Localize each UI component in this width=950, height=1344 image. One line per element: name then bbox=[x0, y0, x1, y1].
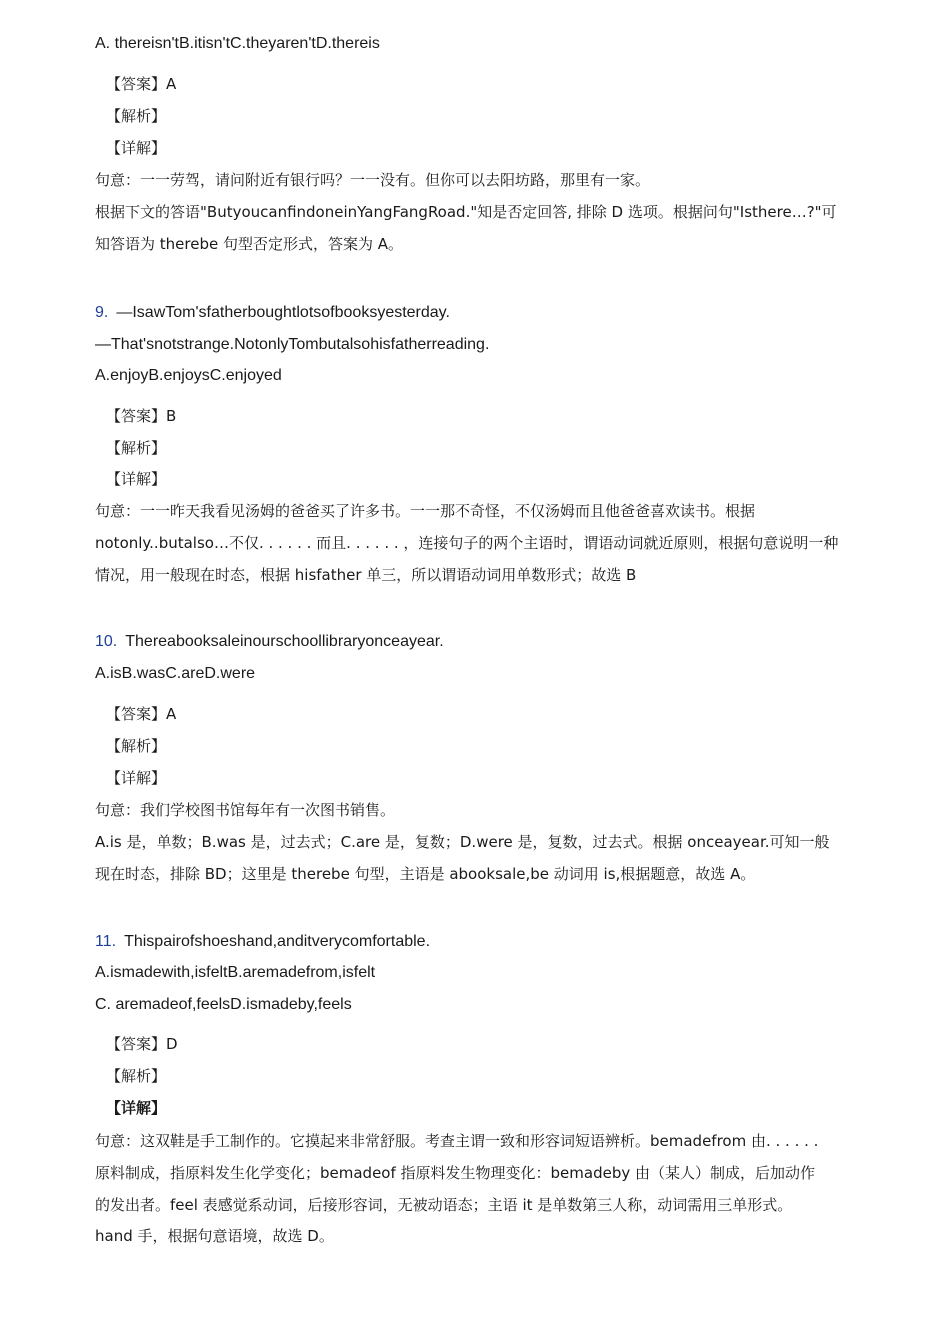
q9-explanation-line: 情况，用一般现在时态，根据 hisfather 单三，所以谓语动词用单数形式；故选 B bbox=[95, 566, 637, 584]
q10-stem-text: Thereabooksaleinourschoollibraryonceayear. bbox=[125, 633, 444, 650]
q9-options: A.enjoyB.enjoysC.enjoyed bbox=[95, 367, 282, 384]
q11-explanation-line: 的发出者。feel 表感觉系动词，后接形容词，无被动语态；主语 it 是单数第三人称，动词需用三单形式。 bbox=[95, 1196, 793, 1214]
q11-explanation-line: 句意：这双鞋是手工制作的。它摸起来非常舒服。考查主谓一致和形容词短语辨析。bemadefrom 由. . . . . . bbox=[95, 1132, 819, 1150]
q11-stem bbox=[95, 932, 430, 952]
q11-answer: 【答案】D bbox=[106, 1035, 178, 1053]
q9-stem-line2: —That'snotstrange.NotonlyTombutalsohisfatherreading. bbox=[95, 336, 490, 353]
q9-detail-label: 【详解】 bbox=[106, 470, 167, 488]
q9-stem-text: —IsawTom'sfatherboughtlotsofbooksyesterday. bbox=[116, 304, 450, 321]
q8-options: A. thereisn'tB.itisn'tC.theyaren'tD.thereis bbox=[95, 35, 380, 52]
q11-options-line2: C. aremadeof,feelsD.ismadeby,feels bbox=[95, 996, 352, 1013]
q11-options: A.ismadewith,isfeltB.aremadefrom,isfelt bbox=[95, 964, 376, 981]
q9-explanation-line: notonly..butalso…不仅. . . . . . 而且. . . . . . ，连接句子的两个主语时，谓语动词就近原则，根据句意说明一种 bbox=[95, 534, 839, 552]
q11-explanation-line: 原料制成，指原料发生化学变化；bemadeof 指原料发生物理变化：bemadeby 由（某人）制成，后加动作 bbox=[95, 1164, 816, 1182]
q11-explanation-line: hand 手，根据句意语境，故选 D。 bbox=[95, 1227, 334, 1245]
q10-detail-label: 【详解】 bbox=[106, 769, 167, 787]
q8-analysis-label: 【解析】 bbox=[106, 107, 167, 125]
q8-explanation-line: 句意：一一劳驾，请问附近有银行吗？一一没有。但你可以去阳坊路，那里有一家。 bbox=[95, 171, 651, 189]
q9-number: 9. bbox=[95, 304, 109, 321]
q10-explanation-line: 现在时态，排除 BD；这里是 therebe 句型，主语是 abooksale,be 动词用 is,根据题意，故选 A。 bbox=[95, 865, 756, 883]
q10-number: 10. bbox=[95, 633, 118, 650]
q10-stem bbox=[95, 632, 444, 652]
q11-detail-label: 【详解】 bbox=[106, 1099, 167, 1117]
q11-stem-text: Thispairofshoeshand,anditverycomfortable. bbox=[124, 933, 431, 950]
q10-options: A.isB.wasC.areD.were bbox=[95, 665, 256, 682]
q10-analysis-label: 【解析】 bbox=[106, 737, 167, 755]
q9-explanation-line: 句意：一一昨天我看见汤姆的爸爸买了许多书。一一那不奇怪，不仅汤姆而且他爸爸喜欢读书。根据 bbox=[95, 502, 756, 520]
q11-analysis-label: 【解析】 bbox=[106, 1067, 167, 1085]
q8-answer: 【答案】A bbox=[106, 75, 177, 93]
q10-explanation-line: 句意：我们学校图书馆每年有一次图书销售。 bbox=[95, 801, 396, 819]
q10-answer: 【答案】A bbox=[106, 705, 177, 723]
q8-explanation-line: 根据下文的答语"ButyoucanfindoneinYangFangRoad."知是否定回答, 排除 D 选项。根据问句"Isthere…?"可 bbox=[95, 203, 837, 221]
q8-detail-label: 【详解】 bbox=[106, 139, 167, 157]
q9-answer: 【答案】B bbox=[106, 407, 177, 425]
q10-explanation-line: A.is 是，单数；B.was 是，过去式；C.are 是，复数；D.were 是，复数，过去式。根据 onceayear.可知一般 bbox=[95, 833, 830, 851]
q8-explanation-line: 知答语为 therebe 句型否定形式，答案为 A。 bbox=[95, 235, 403, 253]
q9-stem bbox=[95, 303, 450, 323]
q11-number: 11. bbox=[95, 933, 117, 950]
q9-analysis-label: 【解析】 bbox=[106, 439, 167, 457]
